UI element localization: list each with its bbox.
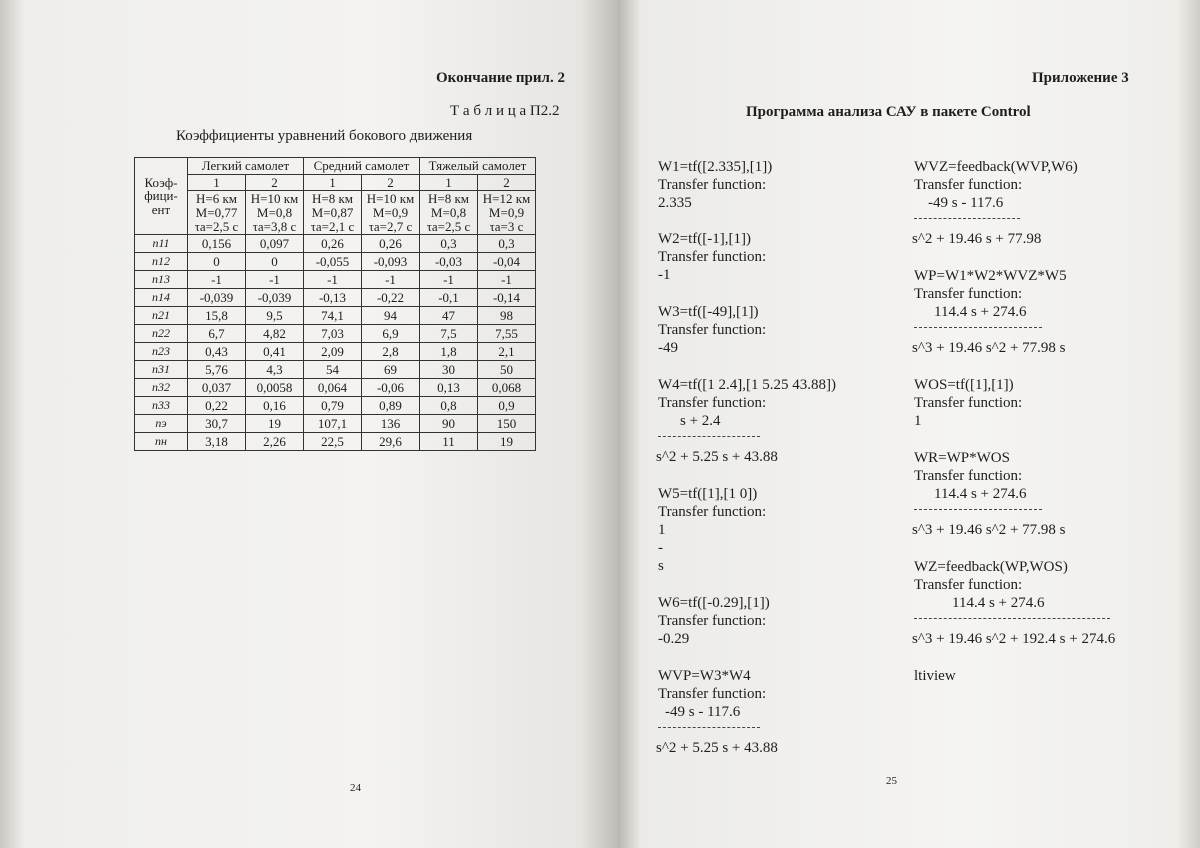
table-row bbox=[135, 289, 536, 307]
wvp-denominator: s^2 + 5.25 s + 43.88 bbox=[656, 740, 778, 756]
coefficient-value: 47 bbox=[420, 307, 478, 325]
coefficient-value: -1 bbox=[304, 271, 362, 289]
coefficient-value: 98 bbox=[478, 307, 536, 325]
table-row bbox=[135, 307, 536, 325]
table-row bbox=[135, 253, 536, 271]
flight-condition-cell bbox=[420, 191, 478, 235]
sub-number-cell: 2 bbox=[246, 174, 304, 191]
coefficient-value: -1 bbox=[420, 271, 478, 289]
coefficient-value: -1 bbox=[188, 271, 246, 289]
coefficient-value: 54 bbox=[304, 361, 362, 379]
flight-condition-line: M=0,87 bbox=[311, 204, 354, 220]
wvz-numerator: -49 s - 117.6 bbox=[928, 195, 1004, 211]
coefficient-value: 0,8 bbox=[420, 397, 478, 415]
wp-denominator: s^3 + 19.46 s^2 + 77.98 s bbox=[912, 340, 1066, 356]
coefficient-value: -0,039 bbox=[188, 289, 246, 307]
coefficient-value: 4,82 bbox=[246, 325, 304, 343]
flight-condition-line: M=0,8 bbox=[256, 204, 293, 220]
table-row bbox=[135, 379, 536, 397]
coefficient-value: -0,06 bbox=[362, 379, 420, 397]
table-row bbox=[135, 235, 536, 253]
w1-value: 2.335 bbox=[658, 195, 692, 211]
coefficient-value: 19 bbox=[246, 415, 304, 433]
coefficient-value: 2,8 bbox=[362, 343, 420, 361]
wr-numerator: 114.4 s + 274.6 bbox=[934, 486, 1027, 502]
coefficient-value: 0,068 bbox=[478, 379, 536, 397]
w2-command: W2=tf([-1],[1]) bbox=[658, 231, 751, 247]
w5-numerator: 1 bbox=[658, 522, 666, 538]
wz-fraction-bar bbox=[914, 618, 1110, 619]
group-header-heavy: Тяжелый самолет bbox=[420, 158, 536, 175]
flight-condition-line: M=0,8 bbox=[430, 204, 467, 220]
coefficient-value: 6,7 bbox=[188, 325, 246, 343]
coefficient-value: 0,43 bbox=[188, 343, 246, 361]
wp-command: WP=W1*W2*WVZ*W5 bbox=[914, 268, 1067, 284]
wvz-denominator: s^2 + 19.46 s + 77.98 bbox=[912, 231, 1042, 247]
w1-command: W1=tf([2.335],[1]) bbox=[658, 159, 773, 175]
w5-command: W5=tf([1],[1 0]) bbox=[658, 486, 758, 502]
group-header-medium: Средний самолет bbox=[304, 158, 420, 175]
coefficient-symbol: nэ bbox=[135, 415, 188, 433]
coefficient-value: 0,89 bbox=[362, 397, 420, 415]
wvp-fraction-bar bbox=[658, 727, 760, 728]
coefficient-value: 50 bbox=[478, 361, 536, 379]
table-row bbox=[135, 271, 536, 289]
flight-condition-cell bbox=[246, 191, 304, 235]
coefficient-symbol: n14 bbox=[135, 289, 188, 307]
table-row bbox=[135, 433, 536, 451]
w6-value: -0.29 bbox=[658, 631, 690, 647]
sub-number-cell: 1 bbox=[188, 174, 246, 191]
ltiview-command: ltiview bbox=[914, 668, 956, 684]
coefficient-value: 107,1 bbox=[304, 415, 362, 433]
coefficient-symbol: n21 bbox=[135, 307, 188, 325]
flight-condition-cell bbox=[478, 191, 536, 235]
coefficient-value: -0,22 bbox=[362, 289, 420, 307]
w3-label: Transfer function: bbox=[658, 322, 767, 338]
w6-label: Transfer function: bbox=[658, 613, 767, 629]
coefficient-value: 0,064 bbox=[304, 379, 362, 397]
wz-numerator: 114.4 s + 274.6 bbox=[952, 595, 1045, 611]
coefficient-value: 90 bbox=[420, 415, 478, 433]
flight-condition-line: τа=3 с bbox=[489, 218, 524, 234]
flight-condition-line: M=0,9 bbox=[488, 204, 525, 220]
right-page-title: Программа анализа САУ в пакете Control bbox=[746, 104, 1031, 120]
coefficient-value: -0,039 bbox=[246, 289, 304, 307]
w6-command: W6=tf([-0.29],[1]) bbox=[658, 595, 770, 611]
coefficient-value: 0 bbox=[246, 253, 304, 271]
sub-number-cell: 1 bbox=[420, 174, 478, 191]
coefficient-value: 4,3 bbox=[246, 361, 304, 379]
coefficient-value: -1 bbox=[478, 271, 536, 289]
left-page-header: Окончание прил. 2 bbox=[436, 70, 565, 86]
flight-condition-line: M=0,77 bbox=[195, 204, 238, 220]
left-page-number: 24 bbox=[350, 782, 361, 794]
coefficient-value: 0,097 bbox=[246, 235, 304, 253]
coefficient-symbol: n22 bbox=[135, 325, 188, 343]
sub-number-cell: 2 bbox=[362, 174, 420, 191]
wos-command: WOS=tf([1],[1]) bbox=[914, 377, 1014, 393]
coefficient-value: 15,8 bbox=[188, 307, 246, 325]
w3-command: W3=tf([-49],[1]) bbox=[658, 304, 759, 320]
sub-number-cell: 1 bbox=[304, 174, 362, 191]
wvp-command: WVP=W3*W4 bbox=[658, 668, 751, 684]
w1-label: Transfer function: bbox=[658, 177, 767, 193]
table-row bbox=[135, 325, 536, 343]
flight-condition-line: H=12 км bbox=[482, 191, 531, 207]
table-row bbox=[135, 361, 536, 379]
coefficient-value: 1,8 bbox=[420, 343, 478, 361]
flight-condition-line: H=8 км bbox=[311, 191, 353, 207]
coefficient-value: 6,9 bbox=[362, 325, 420, 343]
coefficient-symbol: n12 bbox=[135, 253, 188, 271]
coefficient-symbol: n33 bbox=[135, 397, 188, 415]
coefficient-value: 136 bbox=[362, 415, 420, 433]
coefficient-value: -1 bbox=[362, 271, 420, 289]
wos-value: 1 bbox=[914, 413, 922, 429]
flight-condition-line: H=10 км bbox=[366, 191, 415, 207]
coefficient-value: 0,037 bbox=[188, 379, 246, 397]
w3-value: -49 bbox=[658, 340, 678, 356]
flight-condition-line: τа=2,7 с bbox=[368, 218, 413, 234]
group-header-light: Легкий самолет bbox=[188, 158, 304, 175]
coefficient-value: 74,1 bbox=[304, 307, 362, 325]
coefficient-value: 3,18 bbox=[188, 433, 246, 451]
coefficient-symbol: n31 bbox=[135, 361, 188, 379]
coefficient-value: 0 bbox=[188, 253, 246, 271]
flight-condition-line: H=6 км bbox=[195, 191, 237, 207]
wr-denominator: s^3 + 19.46 s^2 + 77.98 s bbox=[912, 522, 1066, 538]
coefficient-value: -0,055 bbox=[304, 253, 362, 271]
coefficient-value: 7,55 bbox=[478, 325, 536, 343]
coefficient-value: 0,0058 bbox=[246, 379, 304, 397]
flight-condition-cell bbox=[304, 191, 362, 235]
coefficient-symbol: nн bbox=[135, 433, 188, 451]
right-page-header: Приложение 3 bbox=[1032, 70, 1129, 86]
coefficient-value: 0,79 bbox=[304, 397, 362, 415]
w5-fraction-bar: - bbox=[658, 540, 663, 556]
coefficient-value: 0,41 bbox=[246, 343, 304, 361]
w5-denominator: s bbox=[658, 558, 664, 574]
wz-label: Transfer function: bbox=[914, 577, 1023, 593]
coefficient-value: -0,04 bbox=[478, 253, 536, 271]
coefficient-value: -0,03 bbox=[420, 253, 478, 271]
w4-command: W4=tf([1 2.4],[1 5.25 43.88]) bbox=[658, 377, 837, 393]
wvp-numerator: -49 s - 117.6 bbox=[665, 704, 741, 720]
w5-label: Transfer function: bbox=[658, 504, 767, 520]
wvz-fraction-bar bbox=[914, 218, 1020, 219]
coefficient-value: 5,76 bbox=[188, 361, 246, 379]
coefficient-value: 0,3 bbox=[478, 235, 536, 253]
coefficient-value: 11 bbox=[420, 433, 478, 451]
w4-denominator: s^2 + 5.25 s + 43.88 bbox=[656, 449, 778, 465]
w2-label: Transfer function: bbox=[658, 249, 767, 265]
flight-condition-line: τа=3,8 с bbox=[252, 218, 297, 234]
flight-condition-line: τа=2,1 с bbox=[310, 218, 355, 234]
coefficient-value: 0,9 bbox=[478, 397, 536, 415]
wos-label: Transfer function: bbox=[914, 395, 1023, 411]
coefficient-value: 7,5 bbox=[420, 325, 478, 343]
coefficient-value: 0,26 bbox=[304, 235, 362, 253]
coefficient-symbol: n13 bbox=[135, 271, 188, 289]
coefficient-value: 0,16 bbox=[246, 397, 304, 415]
right-page-number: 25 bbox=[886, 775, 897, 787]
coefficient-value: 2,09 bbox=[304, 343, 362, 361]
sub-number-cell: 2 bbox=[478, 174, 536, 191]
wvz-command: WVZ=feedback(WVP,W6) bbox=[914, 159, 1078, 175]
coefficient-value: -0,13 bbox=[304, 289, 362, 307]
flight-condition-cell bbox=[188, 191, 246, 235]
wr-fraction-bar bbox=[914, 509, 1042, 510]
wp-numerator: 114.4 s + 274.6 bbox=[934, 304, 1027, 320]
flight-condition-line: H=8 км bbox=[427, 191, 469, 207]
coefficient-value: 0,3 bbox=[420, 235, 478, 253]
coefficient-value: 0,22 bbox=[188, 397, 246, 415]
coefficient-value: -0,093 bbox=[362, 253, 420, 271]
coefficient-value: 7,03 bbox=[304, 325, 362, 343]
right-page bbox=[618, 0, 1200, 848]
coefficient-value: 0,156 bbox=[188, 235, 246, 253]
coefficient-value: 94 bbox=[362, 307, 420, 325]
coefficient-value: 29,6 bbox=[362, 433, 420, 451]
w4-label: Transfer function: bbox=[658, 395, 767, 411]
coefficient-value: 2,1 bbox=[478, 343, 536, 361]
table-row bbox=[135, 343, 536, 361]
coefficient-value: -0,14 bbox=[478, 289, 536, 307]
coefficient-value: 69 bbox=[362, 361, 420, 379]
flight-condition-line: H=10 км bbox=[250, 191, 299, 207]
w4-numerator: s + 2.4 bbox=[680, 413, 721, 429]
coefficient-value: 22,5 bbox=[304, 433, 362, 451]
wr-command: WR=WP*WOS bbox=[914, 450, 1010, 466]
wr-label: Transfer function: bbox=[914, 468, 1023, 484]
coefficient-value: -0,1 bbox=[420, 289, 478, 307]
coefficient-symbol: n32 bbox=[135, 379, 188, 397]
wz-command: WZ=feedback(WP,WOS) bbox=[914, 559, 1068, 575]
coefficient-value: -1 bbox=[246, 271, 304, 289]
table-title: Коэффициенты уравнений бокового движения bbox=[176, 128, 473, 144]
flight-condition-line: τа=2,5 с bbox=[426, 218, 471, 234]
wp-fraction-bar bbox=[914, 327, 1042, 328]
coefficient-value: 9,5 bbox=[246, 307, 304, 325]
coefficient-symbol: n23 bbox=[135, 343, 188, 361]
coefficient-value: 2,26 bbox=[246, 433, 304, 451]
coefficient-value: 0,13 bbox=[420, 379, 478, 397]
coefficients-table bbox=[134, 157, 536, 451]
wp-label: Transfer function: bbox=[914, 286, 1023, 302]
coefficient-value: 19 bbox=[478, 433, 536, 451]
wz-denominator: s^3 + 19.46 s^2 + 192.4 s + 274.6 bbox=[912, 631, 1116, 647]
table-row bbox=[135, 397, 536, 415]
coefficient-symbol: n11 bbox=[135, 235, 188, 253]
coefficient-value: 0,26 bbox=[362, 235, 420, 253]
table-label: Т а б л и ц а П2.2 bbox=[450, 103, 560, 119]
coefficient-value: 30,7 bbox=[188, 415, 246, 433]
flight-condition-line: τа=2,5 с bbox=[194, 218, 239, 234]
coefficient-value: 150 bbox=[478, 415, 536, 433]
table-row bbox=[135, 415, 536, 433]
wvp-label: Transfer function: bbox=[658, 686, 767, 702]
flight-condition-line: M=0,9 bbox=[372, 204, 409, 220]
w4-fraction-bar bbox=[658, 436, 760, 437]
wvz-label: Transfer function: bbox=[914, 177, 1023, 193]
w2-value: -1 bbox=[658, 267, 671, 283]
coef-header-cell: Коэф- фици- ент bbox=[135, 158, 188, 235]
flight-condition-cell bbox=[362, 191, 420, 235]
coefficient-value: 30 bbox=[420, 361, 478, 379]
